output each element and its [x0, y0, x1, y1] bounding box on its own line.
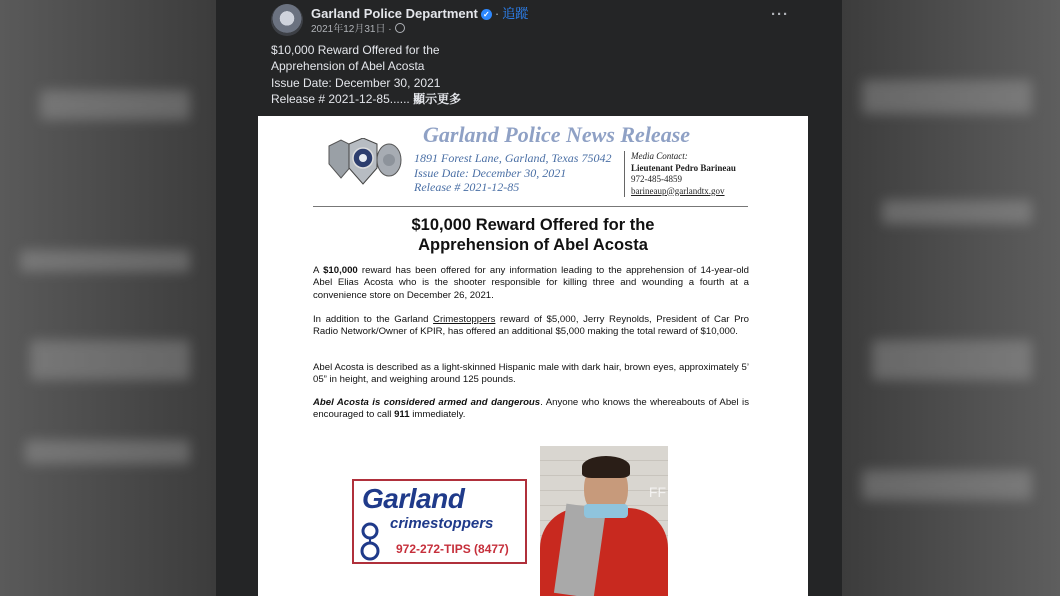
caption-line: Apprehension of Abel Acosta [271, 59, 425, 74]
crimestoppers-phone: 972-272-TIPS (8477) [396, 542, 509, 556]
page-avatar[interactable] [271, 4, 303, 36]
see-more-link[interactable]: 顯示更多 [413, 91, 462, 106]
news-release-image[interactable] [258, 116, 808, 596]
paragraph-reward [313, 265, 749, 302]
paragraph-description: Abel Acosta is described as a light-skinned Hispanic male with dark hair, brown eyes, approximately 5’ 05” in height, and weighing around 125 pounds. [313, 362, 749, 386]
paragraph-warning [313, 397, 749, 422]
emergency-number: 911 [394, 409, 410, 421]
paragraph-additional-reward [313, 314, 749, 339]
release-title [258, 215, 808, 255]
follow-button[interactable]: 追蹤 [502, 6, 529, 21]
address-block [414, 151, 611, 195]
blurred-background-right [842, 0, 1060, 596]
text-run: . Anyone who knows the whereabouts of Abel is encouraged to call [313, 397, 749, 421]
crimestoppers-name: Garland [362, 483, 465, 514]
handcuffs-icon [359, 521, 385, 561]
police-badge-icon [319, 138, 403, 188]
caption-line-last [271, 91, 461, 107]
post-caption [271, 42, 461, 107]
media-contact [624, 151, 736, 197]
armed-dangerous-text: Abel Acosta is considered armed and dangerous [313, 397, 541, 408]
separator-dot: · [494, 6, 500, 21]
contact-email: barineaup@garlandtx.gov [631, 185, 725, 196]
crimestoppers-logo [352, 479, 527, 564]
text-run: A [313, 265, 324, 276]
post-date[interactable]: 2021年12月31日 [311, 24, 386, 35]
address: 1891 Forest Lane, Garland, Texas 75042 [414, 151, 612, 165]
page-name-link[interactable]: Garland Police Department [311, 6, 478, 21]
crimestoppers-subtitle: crimestoppers [390, 515, 494, 532]
text-run: reward of $5,000, Jerry Reynolds, President of Car Pro Radio Network/Owner of KPIR, has offered an additional $5,000 making the total reward of $10,000. [313, 314, 749, 338]
verified-icon: ✓ [481, 9, 492, 20]
blurred-background-left [0, 0, 216, 596]
more-options-icon[interactable]: ··· [771, 6, 789, 23]
post-meta: 2021年12月31日 · [311, 20, 405, 35]
caption-line: $10,000 Reward Offered for the [271, 43, 440, 57]
facebook-post [216, 0, 842, 596]
text-run: In addition to the Garland [313, 314, 434, 325]
photo-watermark: FF [648, 484, 666, 500]
globe-icon [395, 23, 405, 33]
issue-date: Issue Date: December 30, 2021 [414, 165, 567, 180]
caption-line: Release # 2021-12-85...... [271, 91, 410, 106]
divider [313, 206, 748, 207]
contact-phone: 972-485-4859 [631, 174, 682, 184]
release-number: Release # 2021-12-85 [414, 180, 520, 194]
contact-name: Lieutenant Pedro Barineau [631, 162, 736, 173]
release-title-line: $10,000 Reward Offered for the [411, 216, 655, 234]
caption-line: Issue Date: December 30, 2021 [271, 75, 441, 90]
contact-label: Media Contact: [631, 151, 688, 161]
crimestoppers-text: Crimestoppers [433, 314, 496, 325]
text-run: reward has been offered for any information leading to the apprehension of 14-year-old Abel Elias Acosta who is the shooter responsible for killing three and wounding a fourth at a convenience store on December 26, 2021. [313, 265, 749, 301]
text-run: immediately. [409, 409, 466, 421]
news-release-header: Garland Police News Release [423, 122, 691, 147]
suspect-photo [540, 446, 668, 596]
release-title-line: Apprehension of Abel Acosta [418, 236, 648, 254]
reward-amount: $10,000 [323, 265, 358, 276]
